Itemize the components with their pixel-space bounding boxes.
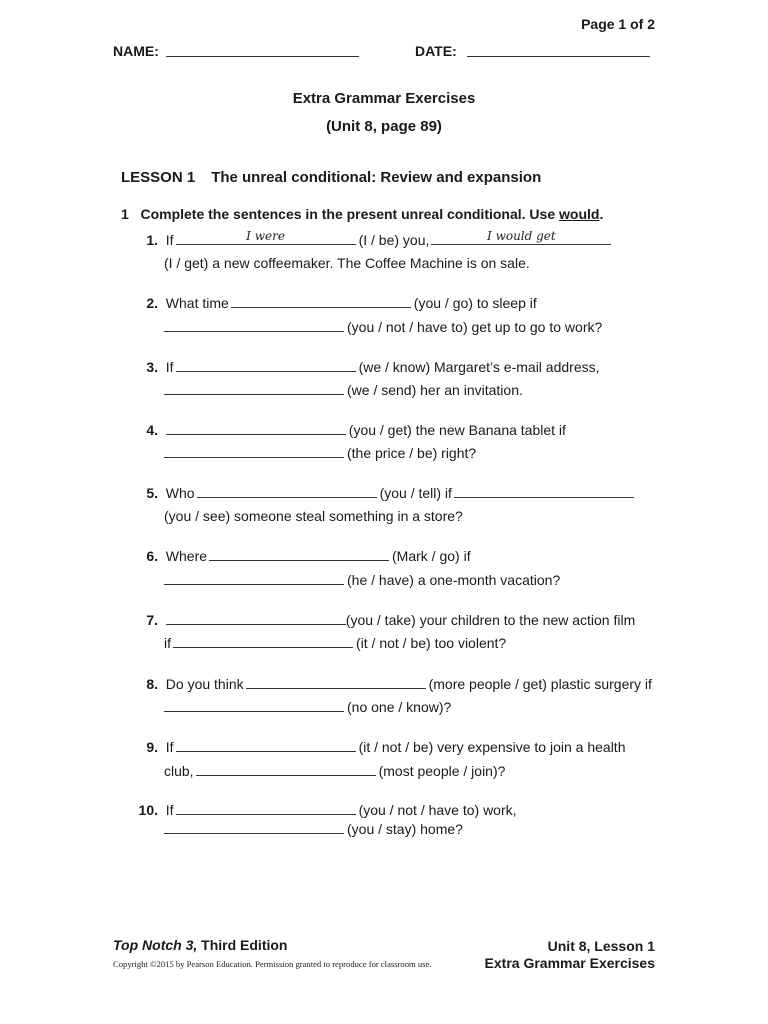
item-text: (most people / join)? (378, 763, 506, 779)
item-text: (I / be) you, (358, 232, 430, 248)
item-number: 10. (138, 802, 158, 818)
answer-blank[interactable] (231, 294, 411, 308)
item-1-line-2 (164, 255, 530, 271)
item-8-line-1 (136, 675, 652, 692)
item-3-line-1 (136, 358, 600, 375)
answer-blank[interactable] (209, 547, 389, 561)
item-number: 5. (146, 485, 158, 501)
answer-blank[interactable] (176, 358, 356, 372)
lesson-topic: The unreal conditional: Review and expansion (211, 169, 542, 186)
footer-section: Extra Grammar Exercises (484, 955, 655, 971)
item-2-line-2 (164, 318, 602, 335)
item-text: (you / get) the new Banana tablet if (348, 422, 566, 438)
item-number: 6. (146, 548, 158, 564)
handwritten-answer: I would get (487, 229, 556, 243)
instruction-end: . (599, 206, 604, 222)
item-number: 7. (146, 612, 158, 628)
book-name: Top Notch 3, (113, 937, 198, 953)
answer-blank[interactable] (246, 675, 426, 689)
item-5-line-1 (136, 484, 637, 501)
item-7-line-2 (164, 634, 506, 651)
answer-blank[interactable] (176, 738, 356, 752)
date-label: DATE: (415, 43, 457, 59)
answer-blank[interactable] (166, 611, 346, 625)
exercise-number: 1 (121, 206, 129, 222)
item-1-line-1 (136, 231, 614, 248)
item-number: 2. (146, 295, 158, 311)
item-text: If (165, 739, 174, 755)
lesson-number: LESSON 1 (121, 169, 196, 186)
item-text: (you / go) to sleep if (413, 295, 537, 311)
item-text: (the price / be) right? (347, 445, 477, 461)
worksheet-subtitle: (Unit 8, page 89) (326, 118, 442, 135)
answer-blank[interactable] (164, 571, 344, 585)
answer-blank[interactable] (164, 381, 344, 395)
item-text: club, (164, 763, 194, 779)
item-text: (he / have) a one-month vacation? (347, 572, 561, 588)
date-field[interactable] (467, 56, 650, 57)
answer-blank[interactable] (166, 421, 346, 435)
item-text: (more people / get) plastic surgery if (428, 676, 652, 692)
item-text: Do you think (165, 676, 244, 692)
answer-blank[interactable] (164, 444, 344, 458)
lesson-heading (121, 169, 541, 186)
item-7-line-1 (136, 611, 635, 628)
handwritten-answer: I were (246, 229, 285, 243)
answer-blank[interactable] (176, 801, 356, 815)
answer-blank[interactable] (197, 484, 377, 498)
item-text: (Mark / go) if (392, 548, 471, 564)
item-number: 1. (146, 232, 158, 248)
item-10-line-2 (164, 820, 463, 837)
item-text: (you / tell) if (379, 485, 452, 501)
item-text: (you / not / have to) get up to go to work? (347, 319, 603, 335)
item-text: (we / send) her an invitation. (347, 382, 523, 398)
item-number: 4. (146, 422, 158, 438)
item-text: (it / not / be) very expensive to join a health (358, 739, 626, 755)
worksheet-title: Extra Grammar Exercises (292, 90, 476, 107)
answer-blank[interactable] (164, 820, 344, 834)
answer-blank[interactable] (164, 698, 344, 712)
item-number: 3. (146, 359, 158, 375)
instruction-text: Complete the sentences in the present unreal conditional. Use (140, 206, 556, 222)
item-9-line-2 (164, 762, 505, 779)
item-2-line-1 (136, 294, 537, 311)
answer-blank[interactable] (196, 762, 376, 776)
item-text: (you / stay) home? (347, 821, 463, 837)
item-text: Where (165, 548, 208, 564)
item-text: (no one / know)? (347, 699, 452, 715)
item-4-line-1 (136, 421, 566, 438)
book-title (113, 937, 287, 953)
item-3-line-2 (164, 381, 523, 398)
item-number: 8. (146, 676, 158, 692)
item-text: What time (165, 295, 229, 311)
item-5-line-2 (164, 508, 463, 524)
exercise-instruction (121, 206, 603, 222)
item-text: (we / know) Margaret’s e-mail address, (358, 359, 600, 375)
item-6-line-1 (136, 547, 471, 564)
answer-blank[interactable] (176, 231, 356, 245)
name-label: NAME: (113, 43, 159, 59)
item-text: If (165, 232, 174, 248)
item-text: if (164, 635, 171, 651)
item-text: If (165, 802, 174, 818)
item-text: Who (165, 485, 195, 501)
footer-unit-lesson: Unit 8, Lesson 1 (547, 938, 655, 954)
item-6-line-2 (164, 571, 560, 588)
name-field[interactable] (166, 56, 359, 57)
item-10-line-1 (136, 801, 517, 818)
answer-blank[interactable] (173, 634, 353, 648)
item-text: (it / not / be) too violent? (356, 635, 507, 651)
item-text: (you / take) your children to the new action film (345, 612, 636, 628)
item-4-line-2 (164, 444, 476, 461)
item-text: (I / get) a new coffeemaker. The Coffee Machine is on sale. (164, 255, 530, 271)
answer-blank[interactable] (431, 231, 611, 245)
copyright-notice: Copyright ©2015 by Pearson Education. Permission granted to reproduce for classroom use. (113, 959, 432, 969)
item-text: If (165, 359, 174, 375)
item-text: (you / see) someone steal something in a store? (164, 508, 463, 524)
item-number: 9. (146, 739, 158, 755)
instruction-keyword: would (559, 206, 600, 222)
page-number: Page 1 of 2 (581, 16, 655, 32)
book-edition: Third Edition (197, 937, 288, 953)
item-text: (you / not / have to) work, (358, 802, 517, 818)
item-9-line-1 (136, 738, 626, 755)
answer-blank[interactable] (454, 484, 634, 498)
answer-blank[interactable] (164, 318, 344, 332)
item-8-line-2 (164, 698, 451, 715)
